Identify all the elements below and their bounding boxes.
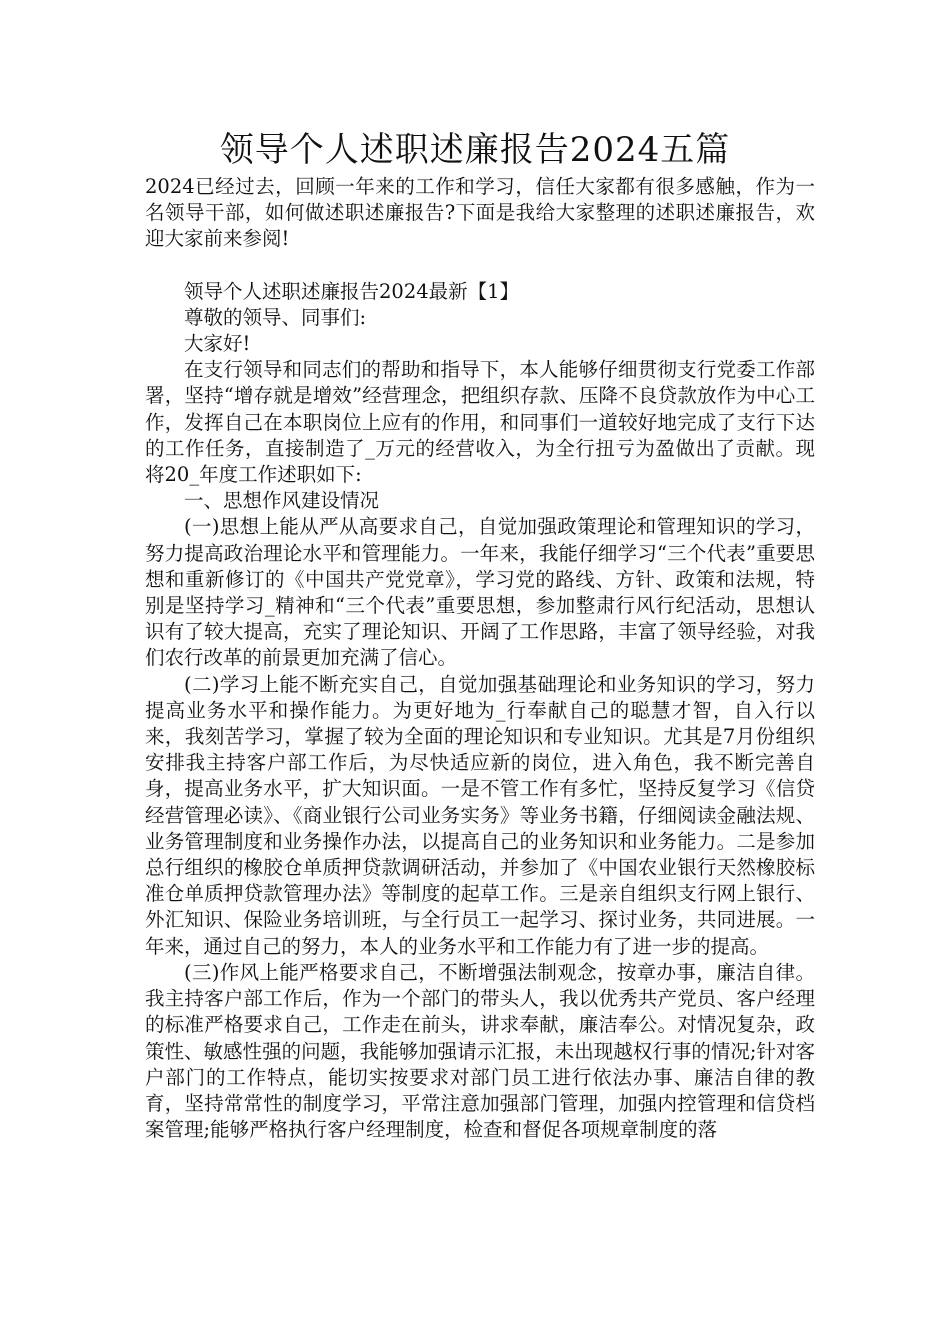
document-body bbox=[145, 174, 815, 1143]
greeting: 大家好! bbox=[184, 332, 251, 356]
body-paragraph: 在支行领导和同志们的帮助和指导下，本人能够仔细贯彻支行党委工作部署，坚持“增存就是增效”经营理念，把组织存款、压降不良贷款放作为中心工作，发挥自己在本职岗位上应有的作用，和同事们一道较好地完成了支行下达的工作任务，直接制造了_万元的经营收入，为全行扭亏为盈做出了贡献。现将20_年度工作述职如下: bbox=[145, 358, 815, 487]
section-heading: 领导个人述职述廉报告2024最新【1】 bbox=[184, 279, 520, 303]
blank-line bbox=[145, 253, 815, 279]
salutation: 尊敬的领导、同事们: bbox=[184, 305, 367, 329]
body-paragraph: (一)思想上能从严从高要求自己，自觉加强政策理论和管理知识的学习，努力提高政治理论水平和管理能力。一年来，我能仔细学习“三个代表”重要思想和重新修订的《中国共产党党章》，学习党的路线、方针、政策和法规，特别是坚持学习_精神和“三个代表”重要思想，参加整肃行风行纪活动，思想认识有了较大提高，充实了理论知识、开阔了工作思路，丰富了领导经验，对我们农行改革的前景更加充满了信心。 bbox=[145, 515, 815, 670]
subsection-heading: 一、思想作风建设情况 bbox=[184, 489, 380, 513]
document-title: 领导个人述职述廉报告2024五篇 bbox=[219, 130, 731, 170]
intro-paragraph: 2024已经过去，回顾一年来的工作和学习，信任大家都有很多感触，作为一名领导干部，如何做述职述廉报告?下面是我给大家整理的述职述廉报告，欢迎大家前来参阅! bbox=[145, 175, 815, 251]
body-paragraph: (三)作风上能严格要求自己，不断增强法制观念，按章办事，廉洁自律。我主持客户部工作后，作为一个部门的带头人，我以优秀共产党员、客户经理的标准严格要求自己，工作走在前头，讲求奉献，廉洁奉公。对情况复杂，政策性、敏感性强的问题，我能够加强请示汇报，未出现越权行事的情况;针对客户部门的工作特点，能切实按要求对部门员工进行依法办事、廉洁自律的教育，坚持常常性的制度学习，平常注意加强部门管理，加强内控管理和信贷档案管理;能够严格执行客户经理制度，检查和督促各项规章制度的落 bbox=[145, 960, 815, 1142]
body-paragraph: (二)学习上能不断充实自己，自觉加强基础理论和业务知识的学习，努力提高业务水平和操作能力。为更好地为_行奉献自己的聪慧才智，自入行以来，我刻苦学习，掌握了较为全面的理论知识和专业知识。尤其是7月份组织安排我主持客户部工作后，为尽快适应新的岗位，进入角色，我不断完善自身，提高业务水平，扩大知识面。一是不管工作有多忙，坚持反复学习《信贷经营管理必读》、《商业银行公司业务实务》等业务书籍，仔细阅读金融法规、业务管理制度和业务操作办法，以提高自己的业务知识和业务能力。二是参加总行组织的橡胶仓单质押贷款调研活动，并参加了《中国农业银行天然橡胶标准仓单质押贷款管理办法》等制度的起草工作。三是亲自组织支行网上银行、外汇知识、保险业务培训班，与全行员工一起学习、探讨业务，共同进展。一年来，通过自己的努力，本人的业务水平和工作能力有了进一步的提高。 bbox=[145, 672, 815, 958]
